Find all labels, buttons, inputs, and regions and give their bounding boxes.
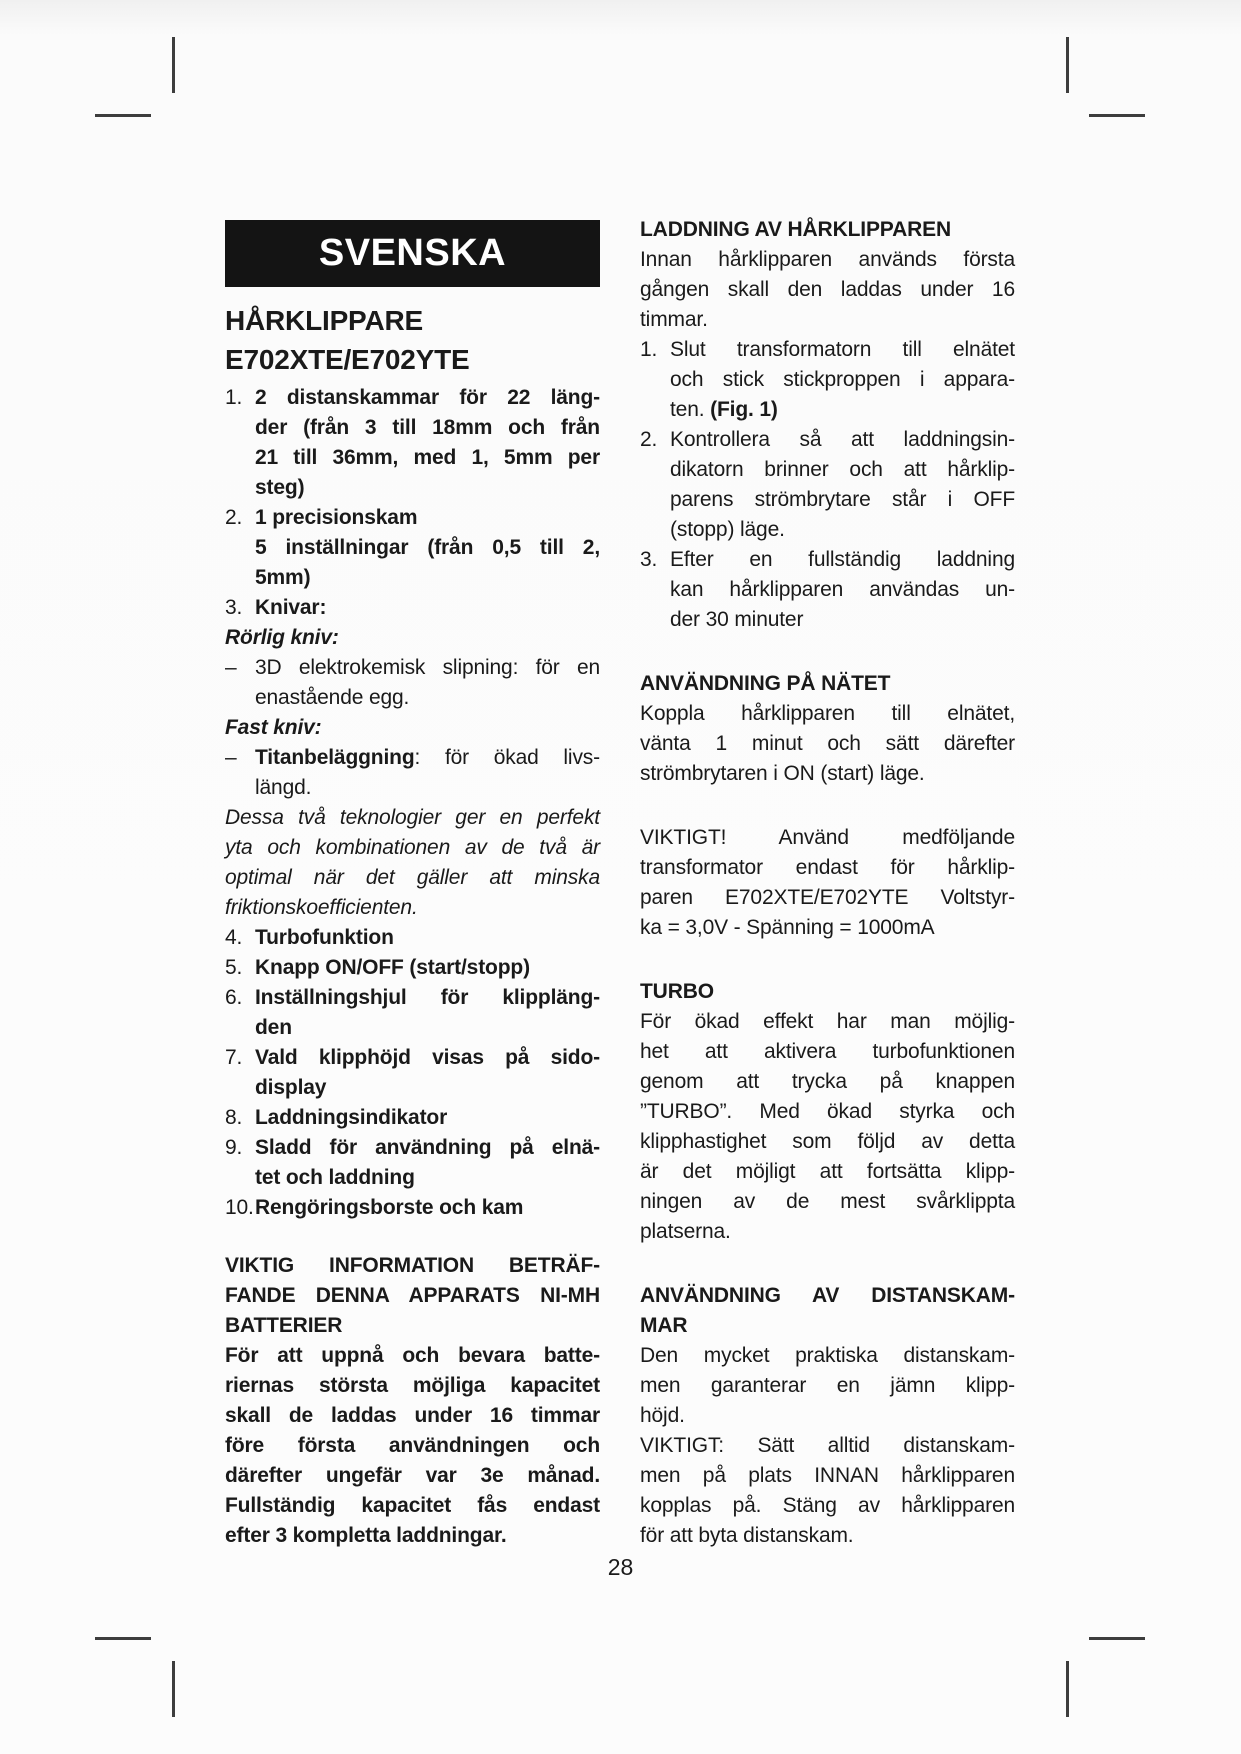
text-run: kopplas på. Stäng av hårklipparen bbox=[640, 1494, 1015, 1517]
text-line bbox=[225, 1491, 600, 1521]
text-run: Fast kniv: bbox=[225, 716, 322, 739]
text-line bbox=[640, 1187, 1015, 1217]
text-run: het att aktivera turbofunktionen bbox=[640, 1040, 1015, 1063]
text-run: der (från 3 till 18mm och från bbox=[255, 416, 600, 439]
text-run: BATTERIER bbox=[225, 1314, 343, 1337]
text-run: display bbox=[255, 1076, 327, 1099]
text-line bbox=[225, 803, 600, 833]
product-title-line-2: E702XTE/E702YTE bbox=[225, 344, 470, 375]
list-marker: – bbox=[225, 746, 237, 769]
text-line bbox=[225, 893, 600, 923]
text-run: Rengöringsborste och kam bbox=[255, 1196, 524, 1219]
list-line bbox=[225, 503, 600, 533]
text-run: 3D elektrokemisk slipning: för en bbox=[255, 656, 600, 679]
text-run: För ökad effekt har man möjlig- bbox=[640, 1010, 1015, 1033]
text-line bbox=[640, 455, 1015, 485]
text-run: 5 inställningar (från 0,5 till 2, bbox=[255, 536, 600, 559]
text-run: transformator endast för hårklip- bbox=[640, 856, 1015, 879]
text-run: LADDNING AV HÅRKLIPPAREN bbox=[640, 218, 952, 241]
text-line bbox=[225, 1431, 600, 1461]
list-marker: 4. bbox=[225, 926, 243, 949]
text-run: klipphastighet som följd av detta bbox=[640, 1130, 1015, 1153]
language-banner bbox=[225, 220, 600, 287]
text-line bbox=[225, 413, 600, 443]
text-line bbox=[640, 853, 1015, 883]
text-line bbox=[640, 977, 1015, 1007]
text-run: den bbox=[255, 1016, 292, 1039]
text-run: parens strömbrytare står i OFF bbox=[670, 488, 1015, 511]
text-run: MAR bbox=[640, 1314, 688, 1337]
text-line bbox=[640, 1037, 1015, 1067]
text-line bbox=[640, 1157, 1015, 1187]
text-run: 2 distanskammar för 22 läng- bbox=[255, 386, 600, 409]
right-column bbox=[640, 215, 1015, 1551]
text-run: riernas största möjliga kapacitet bbox=[225, 1374, 600, 1397]
text-line bbox=[225, 533, 600, 563]
crop-mark-top-left-horizontal bbox=[95, 114, 151, 117]
text-line bbox=[640, 515, 1015, 545]
list-line bbox=[225, 983, 600, 1013]
list-line bbox=[225, 1133, 600, 1163]
text-run: 21 till 36mm, med 1, 5mm per bbox=[255, 446, 600, 469]
crop-mark-top-right-vertical bbox=[1066, 37, 1069, 93]
text-line bbox=[225, 473, 600, 503]
list-line bbox=[225, 953, 600, 983]
text-run: der 30 minuter bbox=[670, 608, 804, 631]
text-run: ANVÄNDNING AV DISTANSKAM- bbox=[640, 1284, 1015, 1307]
list-line bbox=[640, 425, 1015, 455]
text-line bbox=[640, 275, 1015, 305]
text-run: före första användningen och bbox=[225, 1434, 600, 1457]
text-run: VIKTIG INFORMATION BETRÄF- bbox=[225, 1254, 600, 1277]
text-run: timmar. bbox=[640, 308, 708, 331]
product-title bbox=[225, 301, 605, 379]
text-run: : för ökad livs- bbox=[414, 746, 600, 769]
text-run: FANDE DENNA APPARATS NI-MH bbox=[225, 1284, 600, 1307]
list-marker: – bbox=[225, 656, 237, 679]
text-run: tet och laddning bbox=[255, 1166, 415, 1189]
text-line bbox=[225, 1073, 600, 1103]
text-run: höjd. bbox=[640, 1404, 685, 1427]
crop-mark-bottom-left-vertical bbox=[172, 1661, 175, 1717]
text-line bbox=[640, 699, 1015, 729]
text-line bbox=[225, 713, 600, 743]
text-run: (stopp) läge. bbox=[670, 518, 785, 541]
text-line bbox=[225, 773, 600, 803]
text-run: ”TURBO”. Med ökad styrka och bbox=[640, 1100, 1015, 1123]
list-line bbox=[225, 383, 600, 413]
text-line bbox=[225, 563, 600, 593]
list-line bbox=[225, 593, 600, 623]
list-line bbox=[640, 335, 1015, 365]
language-banner-label: SVENSKA bbox=[318, 232, 507, 274]
text-line bbox=[640, 669, 1015, 699]
text-run: men garanterar en jämn klipp- bbox=[640, 1374, 1015, 1397]
text-run: platserna. bbox=[640, 1220, 731, 1243]
text-run: ka = 3,0V - Spänning = 1000mA bbox=[640, 916, 935, 939]
text-run: och stick stickproppen i appara- bbox=[670, 368, 1015, 391]
crop-mark-bottom-left-horizontal bbox=[95, 1637, 151, 1640]
text-run: ten. bbox=[670, 398, 711, 421]
text-line bbox=[640, 365, 1015, 395]
text-line bbox=[640, 1461, 1015, 1491]
text-run: yta och kombinationen av de två är bbox=[225, 836, 600, 859]
text-run: vänta 1 minut och sätt därefter bbox=[640, 732, 1015, 755]
text-run: Sladd för användning på elnä- bbox=[255, 1136, 600, 1159]
text-line bbox=[640, 883, 1015, 913]
text-line bbox=[225, 833, 600, 863]
text-line bbox=[640, 729, 1015, 759]
text-run: steg) bbox=[255, 476, 305, 499]
text-run: paren E702XTE/E702YTE Voltstyr- bbox=[640, 886, 1015, 909]
text-run: Titanbeläggning bbox=[255, 746, 415, 769]
text-run: (Fig. 1) bbox=[710, 398, 778, 421]
text-run: strömbrytaren i ON (start) läge. bbox=[640, 762, 925, 785]
list-marker: 7. bbox=[225, 1046, 243, 1069]
text-line bbox=[640, 485, 1015, 515]
text-run: 1 precisionskam bbox=[255, 506, 418, 529]
text-run: Koppla hårklipparen till elnätet, bbox=[640, 702, 1015, 725]
text-run: genom att trycka på knappen bbox=[640, 1070, 1015, 1093]
list-marker: 2. bbox=[225, 506, 243, 529]
text-run: Kontrollera så att laddningsin- bbox=[670, 428, 1015, 451]
text-line bbox=[640, 1431, 1015, 1461]
crop-mark-top-left-vertical bbox=[172, 37, 175, 93]
text-run: För att uppnå och bevara batte- bbox=[225, 1344, 600, 1367]
text-run: 5mm) bbox=[255, 566, 311, 589]
text-line bbox=[640, 1401, 1015, 1431]
crop-mark-top-right-horizontal bbox=[1089, 114, 1145, 117]
list-marker: 3. bbox=[225, 596, 243, 619]
text-run: ANVÄNDNING PÅ NÄTET bbox=[640, 672, 891, 695]
text-line bbox=[225, 683, 600, 713]
text-run: TURBO bbox=[640, 980, 714, 1003]
text-line bbox=[640, 1067, 1015, 1097]
text-line bbox=[640, 1097, 1015, 1127]
crop-mark-bottom-right-horizontal bbox=[1089, 1637, 1145, 1640]
list-line bbox=[640, 545, 1015, 575]
text-run: är det möjligt att fortsätta klipp- bbox=[640, 1160, 1015, 1183]
text-line bbox=[225, 1401, 600, 1431]
product-title-line-1: HÅRKLIPPARE bbox=[225, 305, 423, 336]
text-run: längd. bbox=[255, 776, 312, 799]
text-line bbox=[225, 1461, 600, 1491]
text-run: friktionskoefficienten. bbox=[225, 896, 418, 919]
text-line bbox=[225, 1341, 600, 1371]
list-marker: 3. bbox=[640, 548, 658, 571]
text-run: för att byta distanskam. bbox=[640, 1524, 854, 1547]
text-run: Dessa två teknologier ger en perfekt bbox=[225, 806, 600, 829]
text-run: Knivar: bbox=[255, 596, 327, 619]
text-run: Den mycket praktiska distanskam- bbox=[640, 1344, 1015, 1367]
text-run: Innan hårklipparen används första bbox=[640, 248, 1015, 271]
list-line bbox=[225, 743, 600, 773]
text-line bbox=[640, 913, 1015, 943]
list-line bbox=[225, 1043, 600, 1073]
crop-mark-bottom-right-vertical bbox=[1066, 1661, 1069, 1717]
text-line bbox=[640, 215, 1015, 245]
text-run: Rörlig kniv: bbox=[225, 626, 339, 649]
text-line bbox=[225, 1013, 600, 1043]
text-line bbox=[640, 1491, 1015, 1521]
list-line bbox=[225, 1103, 600, 1133]
text-line bbox=[640, 1311, 1015, 1341]
text-run: skall de laddas under 16 timmar bbox=[225, 1404, 600, 1427]
text-run: gången skall den laddas under 16 bbox=[640, 278, 1015, 301]
text-line bbox=[225, 1521, 600, 1551]
text-run: Vald klipphöjd visas på sido- bbox=[255, 1046, 600, 1069]
text-run: VIKTIGT: Sätt alltid distanskam- bbox=[640, 1434, 1015, 1457]
text-line bbox=[225, 1371, 600, 1401]
text-run: VIKTIGT! Använd medföljande bbox=[640, 826, 1015, 849]
text-run: dikatorn brinner och att hårklip- bbox=[670, 458, 1015, 481]
text-run: Turbofunktion bbox=[255, 926, 394, 949]
text-run: Inställningshjul för klippläng- bbox=[255, 986, 600, 1009]
text-line bbox=[640, 605, 1015, 635]
text-line bbox=[640, 1341, 1015, 1371]
text-line bbox=[640, 823, 1015, 853]
text-run: Efter en fullständig laddning bbox=[670, 548, 1015, 571]
text-run: kan hårklipparen användas un- bbox=[670, 578, 1015, 601]
text-line bbox=[640, 759, 1015, 789]
list-line bbox=[225, 1193, 600, 1223]
text-line bbox=[640, 1007, 1015, 1037]
text-line bbox=[225, 1311, 600, 1341]
page-number: 28 bbox=[607, 1554, 634, 1580]
text-run: men på plats INNAN hårklipparen bbox=[640, 1464, 1015, 1487]
left-column bbox=[225, 383, 600, 1551]
list-marker: 2. bbox=[640, 428, 658, 451]
text-run: enastående egg. bbox=[255, 686, 410, 709]
text-line bbox=[640, 1371, 1015, 1401]
text-line bbox=[640, 245, 1015, 275]
text-run: Fullständig kapacitet fås endast bbox=[225, 1494, 600, 1517]
text-run: optimal när det gäller att minska bbox=[225, 866, 600, 889]
list-marker: 9. bbox=[225, 1136, 243, 1159]
text-line bbox=[640, 575, 1015, 605]
text-line bbox=[640, 305, 1015, 335]
text-line bbox=[225, 1251, 600, 1281]
text-run: ningen av de mest svårklippta bbox=[640, 1190, 1015, 1213]
text-line bbox=[640, 1281, 1015, 1311]
list-marker: 10. bbox=[225, 1196, 254, 1219]
text-line bbox=[640, 1521, 1015, 1551]
list-line bbox=[225, 923, 600, 953]
text-line bbox=[640, 1127, 1015, 1157]
list-marker: 8. bbox=[225, 1106, 243, 1129]
list-marker: 1. bbox=[225, 386, 243, 409]
list-marker: 1. bbox=[640, 338, 658, 361]
text-line bbox=[225, 863, 600, 893]
text-run: Knapp ON/OFF (start/stopp) bbox=[255, 956, 530, 979]
text-line bbox=[640, 395, 1015, 425]
text-run: därefter ungefär var 3e månad. bbox=[225, 1464, 600, 1487]
list-marker: 6. bbox=[225, 986, 243, 1009]
text-line bbox=[225, 1281, 600, 1311]
text-line bbox=[640, 1217, 1015, 1247]
text-line bbox=[225, 1163, 600, 1193]
text-run: efter 3 kompletta laddningar. bbox=[225, 1524, 507, 1547]
list-marker: 5. bbox=[225, 956, 243, 979]
text-line bbox=[225, 623, 600, 653]
text-run: Laddningsindikator bbox=[255, 1106, 448, 1129]
text-run: Slut transformatorn till elnätet bbox=[670, 338, 1015, 361]
text-line bbox=[225, 443, 600, 473]
list-line bbox=[225, 653, 600, 683]
